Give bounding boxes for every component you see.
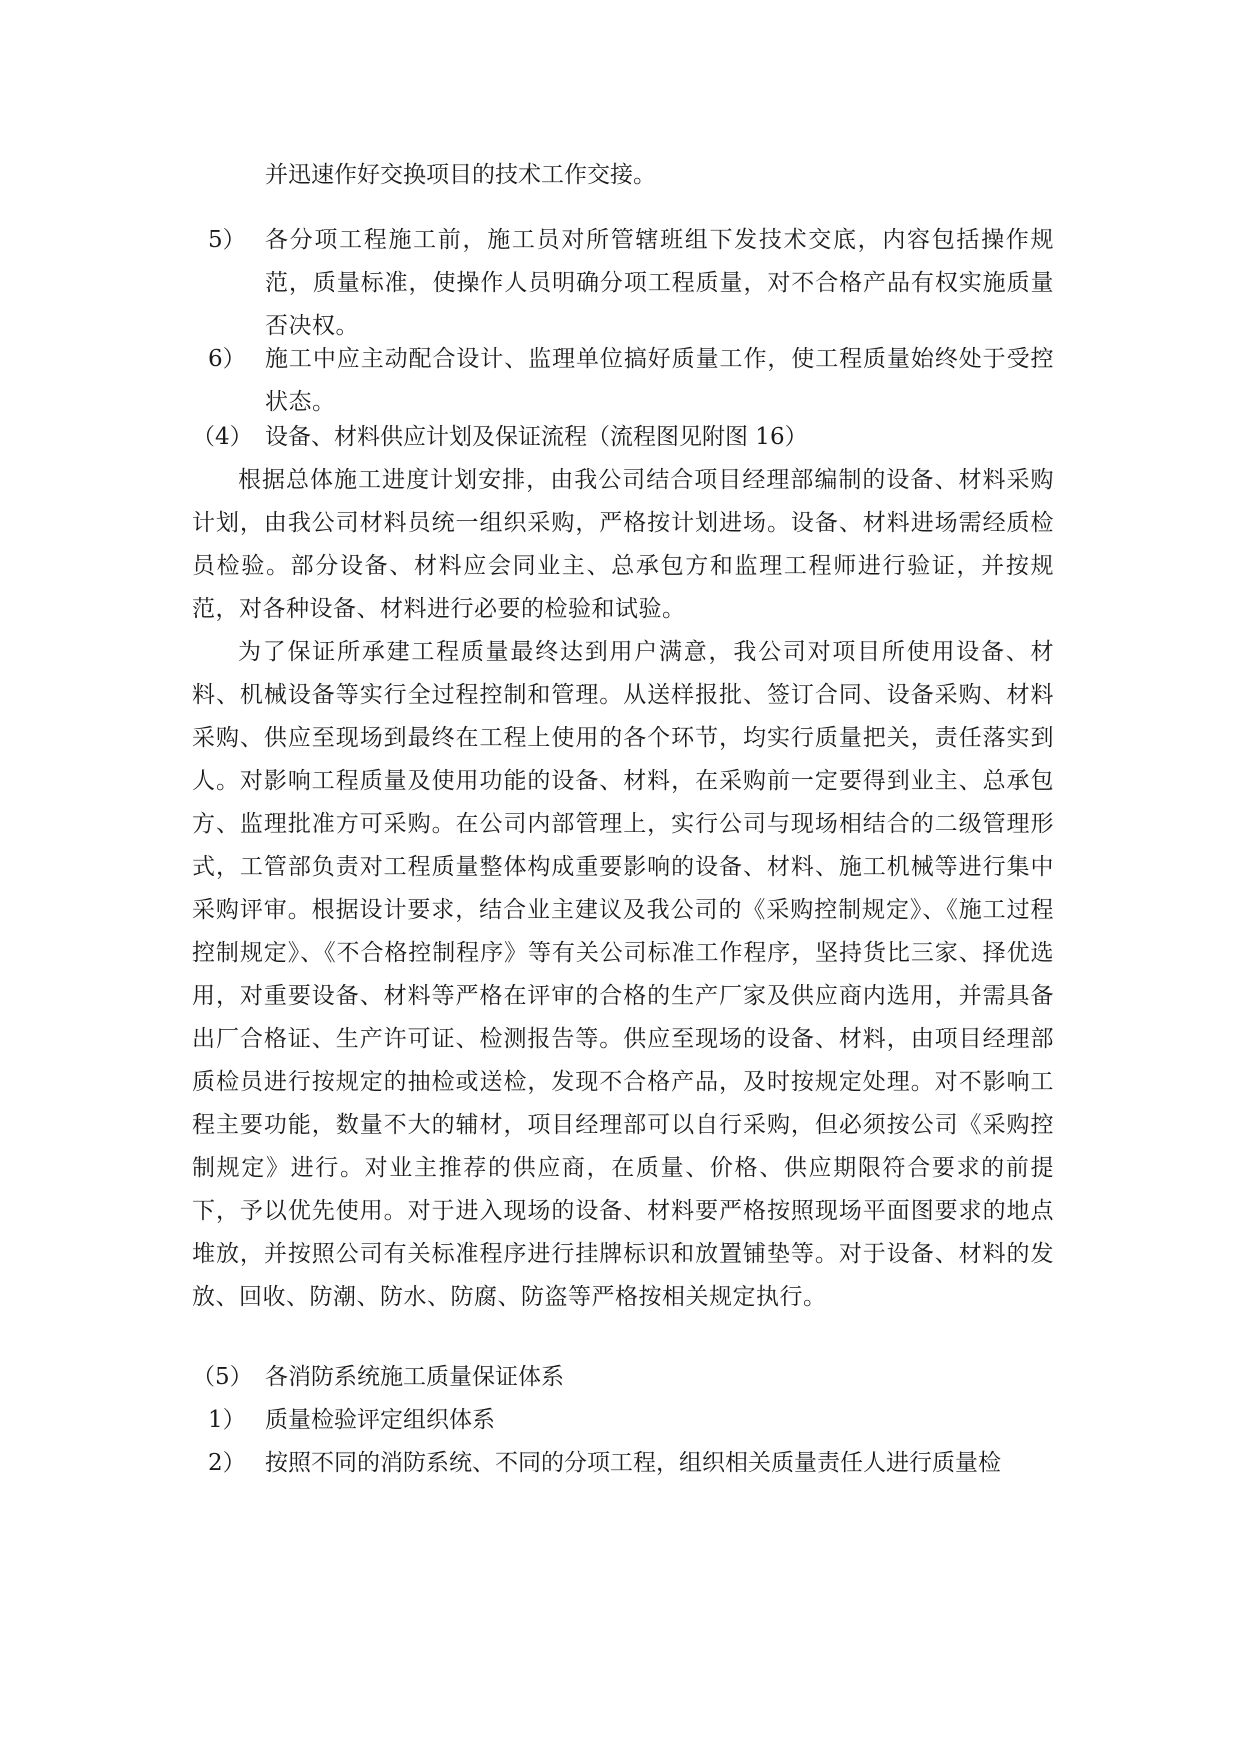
item-5-number: 5） [208,227,246,253]
item-6-number: 6） [208,346,246,372]
section-5-number: （5） [192,1364,253,1390]
section-5-item-2-number: 2） [208,1450,246,1476]
item-4-continuation: 并迅速作好交换项目的技术工作交接。 [265,162,656,188]
section-5-item-1-number: 1） [208,1407,246,1433]
section-5-heading: 各消防系统施工质量保证体系 [265,1364,564,1390]
section-4-number: （4） [192,424,253,450]
item-6-text: 施工中应主动配合设计、监理单位搞好质量工作，使工程质量始终处于受控状态。 [265,346,1054,415]
section-5-item-2-text: 按照不同的消防系统、不同的分项工程，组织相关质量责任人进行质量检 [265,1450,1001,1476]
item-5-text: 各分项工程施工前，施工员对所管辖班组下发技术交底，内容包括操作规范，质量标准，使操作人员明确分项工程质量，对不合格产品有权实施质量否决权。 [265,227,1054,339]
section-4-heading: 设备、材料供应计划及保证流程（流程图见附图 16） [265,424,808,450]
section-4-paragraph-2: 为了保证所承建工程质量最终达到用户满意，我公司对项目所使用设备、材料、机械设备等实行全过程控制和管理。从送样报批、签订合同、设备采购、材料采购、供应至现场到最终在工程上使用的各个环节，均实行质量把关，责任落实到人。对影响工程质量及使用功能的设备、材料，在采购前一定要得到业主、总承包方、监理批准方可采购。在公司内部管理上，实行公司与现场相结合的二级管理形式，工管部负责对工程质量整体构成重要影响的设备、材料、施工机械等进行集中采购评审。根据设计要求，结合业主建议及我公司的《采购控制规定》、《施工过程控制规定》、《不合格控制程序》等有关公司标准工作程序，坚持货比三家、择优选用，对重要设备、材料等严格在评审的合格的生产厂家及供应商内选用，并需具备出厂合格证、生产许可证、检测报告等。供应至现场的设备、材料，由项目经理部质检员进行按规定的抽检或送检，发现不合格产品，及时按规定处理。对不影响工程主要功能，数量不大的辅材，项目经理部可以自行采购，但必须按公司《采购控制规定》进行。对业主推荐的供应商，在质量、价格、供应期限符合要求的前提下，予以优先使用。对于进入现场的设备、材料要严格按照现场平面图要求的地点堆放，并按照公司有关标准程序进行挂牌标识和放置铺垫等。对于设备、材料的发放、回收、防潮、防水、防腐、防盗等严格按相关规定执行。 [192,639,1054,1310]
section-5-item-1-text: 质量检验评定组织体系 [265,1407,495,1433]
section-4-paragraph-1: 根据总体施工进度计划安排，由我公司结合项目经理部编制的设备、材料采购计划，由我公司材料员统一组织采购，严格按计划进场。设备、材料进场需经质检员检验。部分设备、材料应会同业主、总承包方和监理工程师进行验证，并按规范，对各种设备、材料进行必要的检验和试验。 [192,467,1054,622]
